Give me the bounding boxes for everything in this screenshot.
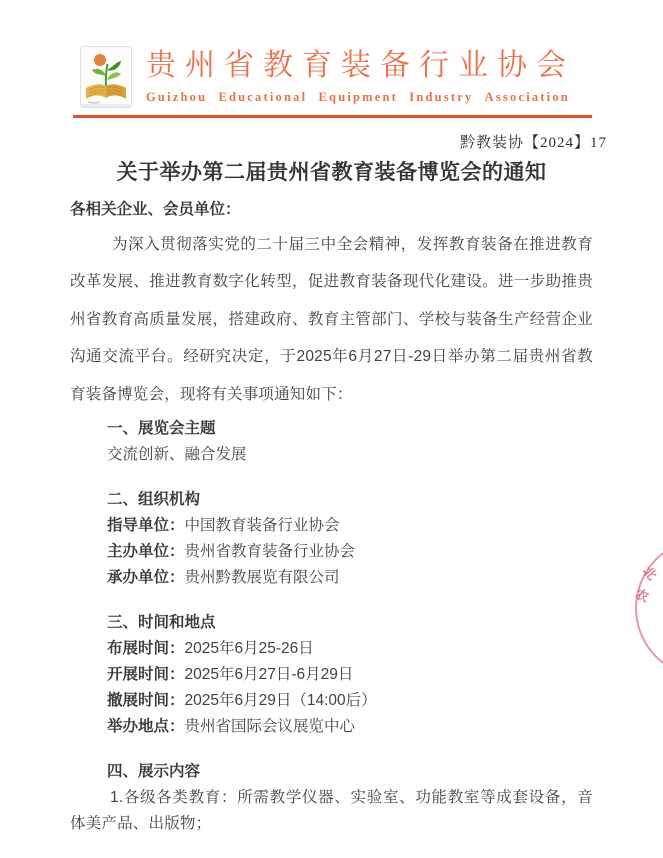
org-item-value: 贵州省教育装备行业协会 xyxy=(184,543,356,560)
org-en-word: Educational xyxy=(218,90,308,104)
section-time-place xyxy=(70,610,593,740)
salutation: 各相关企业、会员单位： xyxy=(70,200,241,218)
schedule-item xyxy=(70,662,593,688)
org-item-label: 主办单位： xyxy=(107,543,185,560)
org-item xyxy=(70,565,593,591)
schedule-item-value: 2025年6月27日-6月29日 xyxy=(184,666,354,683)
schedule-item-label: 举办地点： xyxy=(107,718,185,735)
section-exhibition-theme xyxy=(70,416,593,468)
seal-character: 农 xyxy=(633,586,651,605)
org-names xyxy=(146,46,593,105)
letterhead xyxy=(80,46,593,108)
org-item xyxy=(70,539,593,565)
org-item-label: 指导单位： xyxy=(107,517,185,534)
org-name-chinese: 贵州省教育装备行业协会 xyxy=(146,49,575,82)
org-en-word: Association xyxy=(484,90,570,104)
section-content: 交流创新、融合发展 xyxy=(107,446,247,463)
association-logo-icon xyxy=(80,46,132,108)
section-heading: 一、展览会主题 xyxy=(107,420,216,437)
section-heading: 四、展示内容 xyxy=(107,763,201,780)
exhibit-item: 1.各级各类教育：所需教学仪器、实验室、功能教室等成套设备，音体美产品、出版物； xyxy=(70,789,593,832)
org-en-word: Industry xyxy=(409,90,474,104)
schedule-item-label: 撤展时间： xyxy=(107,692,185,709)
intro-paragraph: 为深入贯彻落实党的二十届三中全会精神，发挥教育装备在推进教育改革发展、推进教育数字化转型，促进教育装备现代化建设。进一步助推贵州省教育高质量发展，搭建政府、教育主管部门、学校与装备生产经营企业沟通交流平台。经研究决定，于2025年6月27日-29日举办第二届贵州省教育装备博览会，现将有关事项通知如下： xyxy=(70,235,593,403)
section-exhibit-content xyxy=(70,759,593,837)
schedule-item xyxy=(70,688,593,714)
org-item-value: 中国教育装备行业协会 xyxy=(184,517,340,534)
schedule-item-value: 2025年6月29日（14:00后） xyxy=(184,692,377,709)
schedule-item-value: 贵州省国际会议展览中心 xyxy=(184,718,356,735)
schedule-item-label: 开展时间： xyxy=(107,666,185,683)
notice-title: 关于举办第二届贵州省教育装备博览会的通知 xyxy=(116,160,547,184)
org-item-label: 承办单位： xyxy=(107,569,185,586)
letterhead-divider xyxy=(73,115,592,118)
schedule-item xyxy=(70,636,593,662)
org-en-word: Equipment xyxy=(318,90,399,104)
section-heading: 二、组织机构 xyxy=(107,491,201,508)
schedule-item-value: 2025年6月25-26日 xyxy=(184,640,314,657)
doc-number: 黔教装协【2024】17 xyxy=(459,134,607,151)
seal-character: 北 xyxy=(639,563,660,584)
org-item xyxy=(70,513,593,539)
schedule-item xyxy=(70,714,593,740)
section-heading: 三、时间和地点 xyxy=(107,614,216,631)
section-organization xyxy=(70,487,593,591)
org-en-word: Guizhou xyxy=(146,90,208,104)
org-name-english xyxy=(146,90,570,105)
schedule-item-label: 布展时间： xyxy=(107,640,185,657)
org-item-value: 贵州黔教展览有限公司 xyxy=(184,569,340,586)
